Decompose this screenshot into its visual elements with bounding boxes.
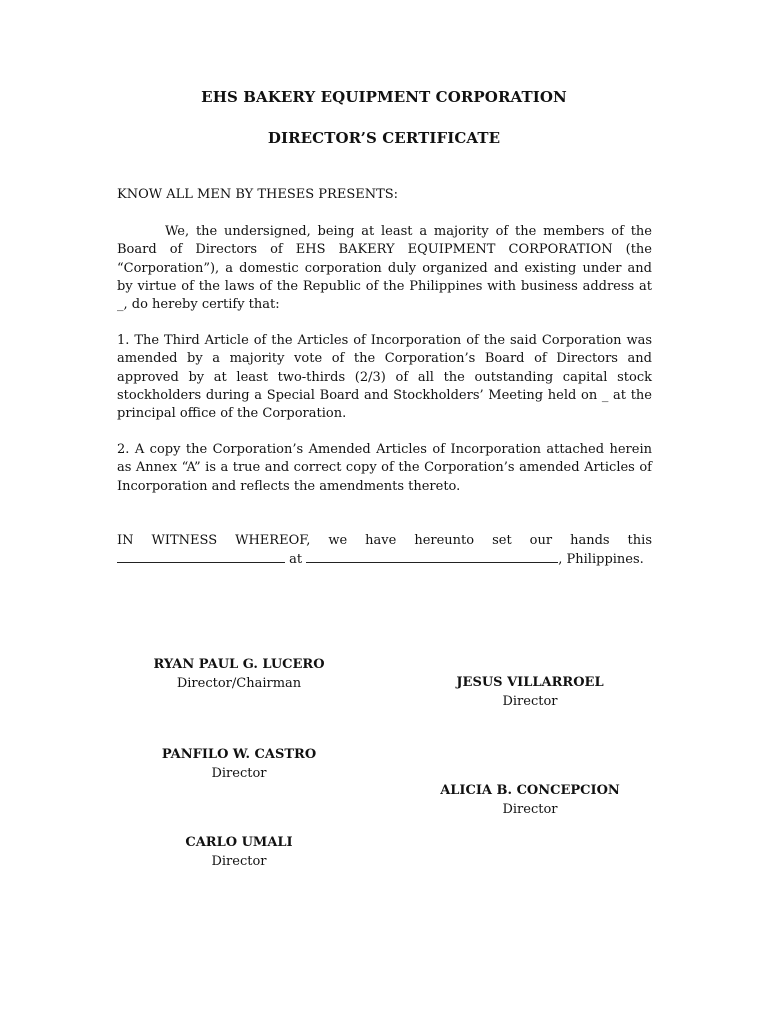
- salutation: KNOW ALL MEN BY THESES PRESENTS:: [117, 187, 399, 202]
- signatory-block: [400, 674, 660, 711]
- signatory-name: CARLO UMALI: [185, 835, 293, 850]
- signatory-block: [100, 834, 378, 871]
- certificate-title: DIRECTOR’S CERTIFICATE: [267, 129, 501, 147]
- signatory-title: Director: [502, 801, 558, 817]
- item-1-text: 1. The Third Article of the Articles of Incorporation of the said Corporation was amended by a majority vote of the Corporation’s Board of Directors and approved by at least two-thirds (2/3) of all the outstanding capital stock stockholders during a Special Board and Stockholders’ Meeting held on _ at the principal office of the Corporation.: [117, 333, 652, 422]
- item-2-text: 2. A copy the Corporation’s Amended Articles of Incorporation attached herein as Annex “A” is a true and correct copy of the Corporation’s amended Articles of Incorporation and reflects the amendments thereto.: [117, 442, 652, 494]
- signatory-title: Director: [211, 765, 267, 781]
- signatory-name: JESUS VILLARROEL: [456, 675, 604, 690]
- signatory-name: PANFILO W. CASTRO: [161, 747, 317, 762]
- item-1-paragraph: [117, 332, 652, 423]
- signatory-block: [100, 656, 378, 693]
- intro-paragraph: [117, 223, 652, 314]
- signatory-title: Director: [502, 693, 558, 709]
- witness-line-1: IN WITNESS WHEREOF, we have hereunto set our hands this: [117, 533, 652, 548]
- witness-end: , Philippines.: [558, 552, 644, 567]
- witness-at: at: [289, 552, 303, 567]
- signatory-title: Director: [211, 853, 267, 869]
- item-2-paragraph: [117, 441, 652, 496]
- signatory-block: [100, 746, 378, 783]
- signatory-name: RYAN PAUL G. LUCERO: [153, 657, 325, 672]
- signatory-title: Director/Chairman: [176, 675, 302, 691]
- signatory-block: [400, 782, 660, 819]
- place-blank-line: [306, 550, 558, 563]
- date-blank-line: [117, 550, 285, 563]
- signatory-name: ALICIA B. CONCEPCION: [440, 783, 620, 798]
- intro-text: We, the undersigned, being at least a majority of the members of the Board of Directors of EHS BAKERY EQUIPMENT CORPORATION (the “Corporation”), a domestic corporation duly organized and existing under and by virtue of the laws of the Republic of the Philippines with business address at _, do hereby certify that:: [117, 224, 652, 313]
- witness-line-2: [117, 550, 652, 569]
- company-heading: EHS BAKERY EQUIPMENT CORPORATION: [201, 88, 567, 106]
